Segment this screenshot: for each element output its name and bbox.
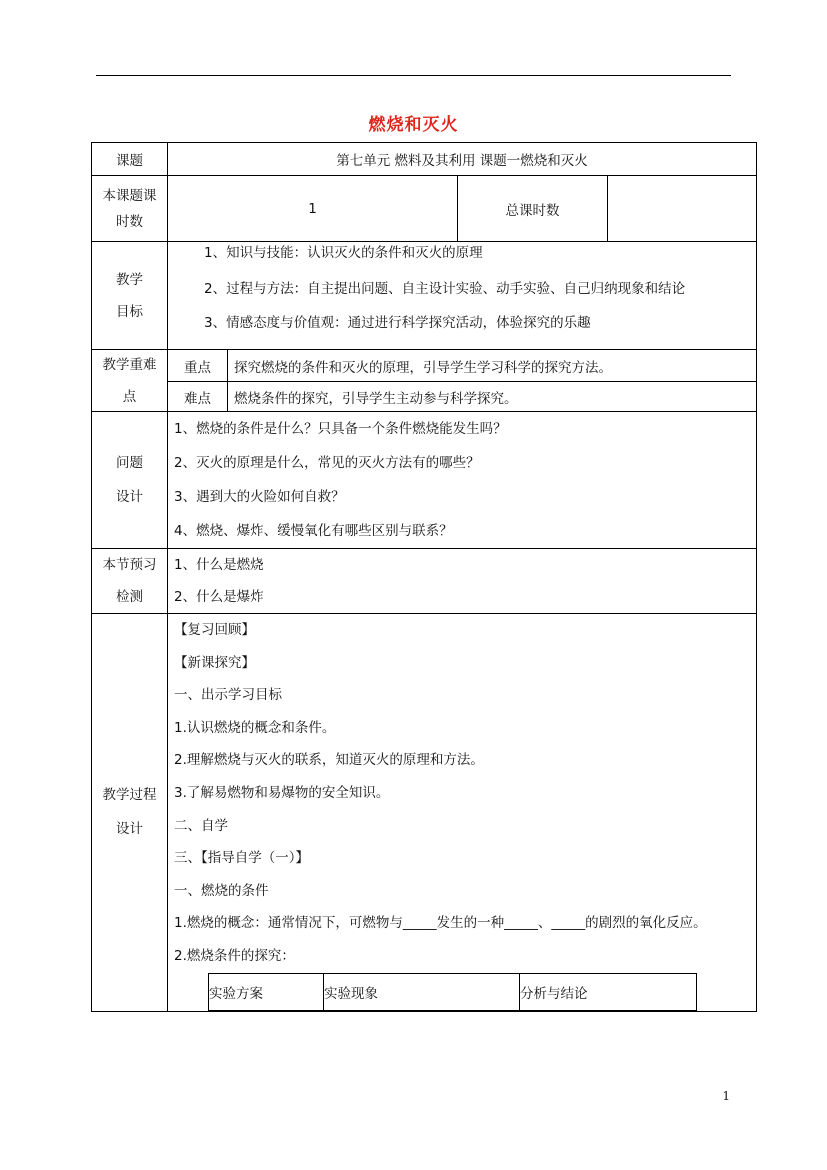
document-title: 燃烧和灭火 [368, 115, 459, 135]
preview-item: 1、什么是燃烧 [174, 557, 264, 573]
page-number: 1 [722, 1089, 730, 1103]
objective-item: 2、过程与方法：自主提出问题、自主设计实验、动手实验、自己归纳现象和结论 [204, 281, 686, 297]
preview-list [168, 549, 757, 614]
process-line: 1.燃烧的概念：通常情况下，可燃物与_____发生的一种_____、_____的剧烈的氧化反应。 [174, 915, 707, 932]
objective-item: 1、知识与技能：认识灭火的条件和灭火的原理 [204, 245, 483, 261]
key-point-label: 重点 [168, 350, 228, 382]
process-line: 【新课探究】 [174, 654, 255, 671]
lesson-plan-table [91, 142, 757, 1012]
process-line: 一、出示学习目标 [174, 687, 282, 704]
difficult-point-value: 燃烧条件的探究，引导学生主动参与科学探究。 [228, 382, 757, 412]
questions-list [168, 412, 757, 549]
hours-row [92, 176, 757, 242]
total-hours-label: 总课时数 [458, 176, 608, 242]
process-line: 二、自学 [174, 817, 228, 834]
objectives-label: 教学 目标 [92, 242, 168, 350]
key-point-value: 探究燃烧的条件和灭火的原理，引导学生学习科学的探究方法。 [228, 350, 757, 382]
hours-value: 1 [168, 176, 458, 242]
process-label: 教学过程 设计 [92, 614, 168, 1012]
objectives-row [92, 242, 757, 350]
preview-label: 本节预习 检测 [92, 549, 168, 614]
hours-label: 本课题课 时数 [92, 176, 168, 242]
questions-row [92, 412, 757, 549]
process-line: 一、燃烧的条件 [174, 882, 269, 899]
experiment-plan-header: 实验方案 [209, 973, 324, 1010]
topic-value: 第七单元 燃料及其利用 课题一燃烧和灭火 [168, 143, 757, 176]
question-item: 3、遇到大的火险如何自救？ [174, 489, 345, 505]
experiment-table-header [209, 973, 697, 1010]
experiment-phenomenon-header: 实验现象 [324, 973, 520, 1010]
process-line: 2.理解燃烧与灭火的联系，知道灭火的原理和方法。 [174, 752, 484, 769]
key-points-label: 教学重难 点 [92, 350, 168, 412]
experiment-table [208, 973, 697, 1011]
process-line: 2.燃烧条件的探究： [174, 947, 295, 964]
total-hours-value [608, 176, 757, 242]
process-content [168, 614, 757, 1012]
objectives-list [168, 242, 757, 350]
process-line: 3.了解易燃物和易爆物的安全知识。 [174, 784, 390, 801]
question-item: 2、灭火的原理是什么，常见的灭火方法有的哪些？ [174, 455, 480, 471]
question-item: 1、燃烧的条件是什么？只具备一个条件燃烧能发生吗？ [174, 421, 507, 437]
process-line: 【复习回顾】 [174, 622, 255, 638]
header-rule [96, 75, 731, 76]
process-row [92, 614, 757, 1012]
process-line: 三、【指导自学（一）】 [174, 850, 309, 867]
topic-row [92, 143, 757, 176]
preview-row [92, 549, 757, 614]
difficult-point-label: 难点 [168, 382, 228, 412]
analysis-conclusion-header: 分析与结论 [520, 973, 697, 1010]
objective-item: 3、情感态度与价值观：通过进行科学探究活动，体验探究的乐趣 [204, 315, 591, 331]
key-points-row [92, 350, 757, 382]
process-line: 1.认识燃烧的概念和条件。 [174, 719, 336, 736]
preview-item: 2、什么是爆炸 [174, 589, 264, 605]
questions-label: 问题 设计 [92, 412, 168, 549]
question-item: 4、燃烧、爆炸、缓慢氧化有哪些区别与联系？ [174, 523, 453, 539]
topic-label: 课题 [92, 143, 168, 176]
difficult-points-row [92, 382, 757, 412]
